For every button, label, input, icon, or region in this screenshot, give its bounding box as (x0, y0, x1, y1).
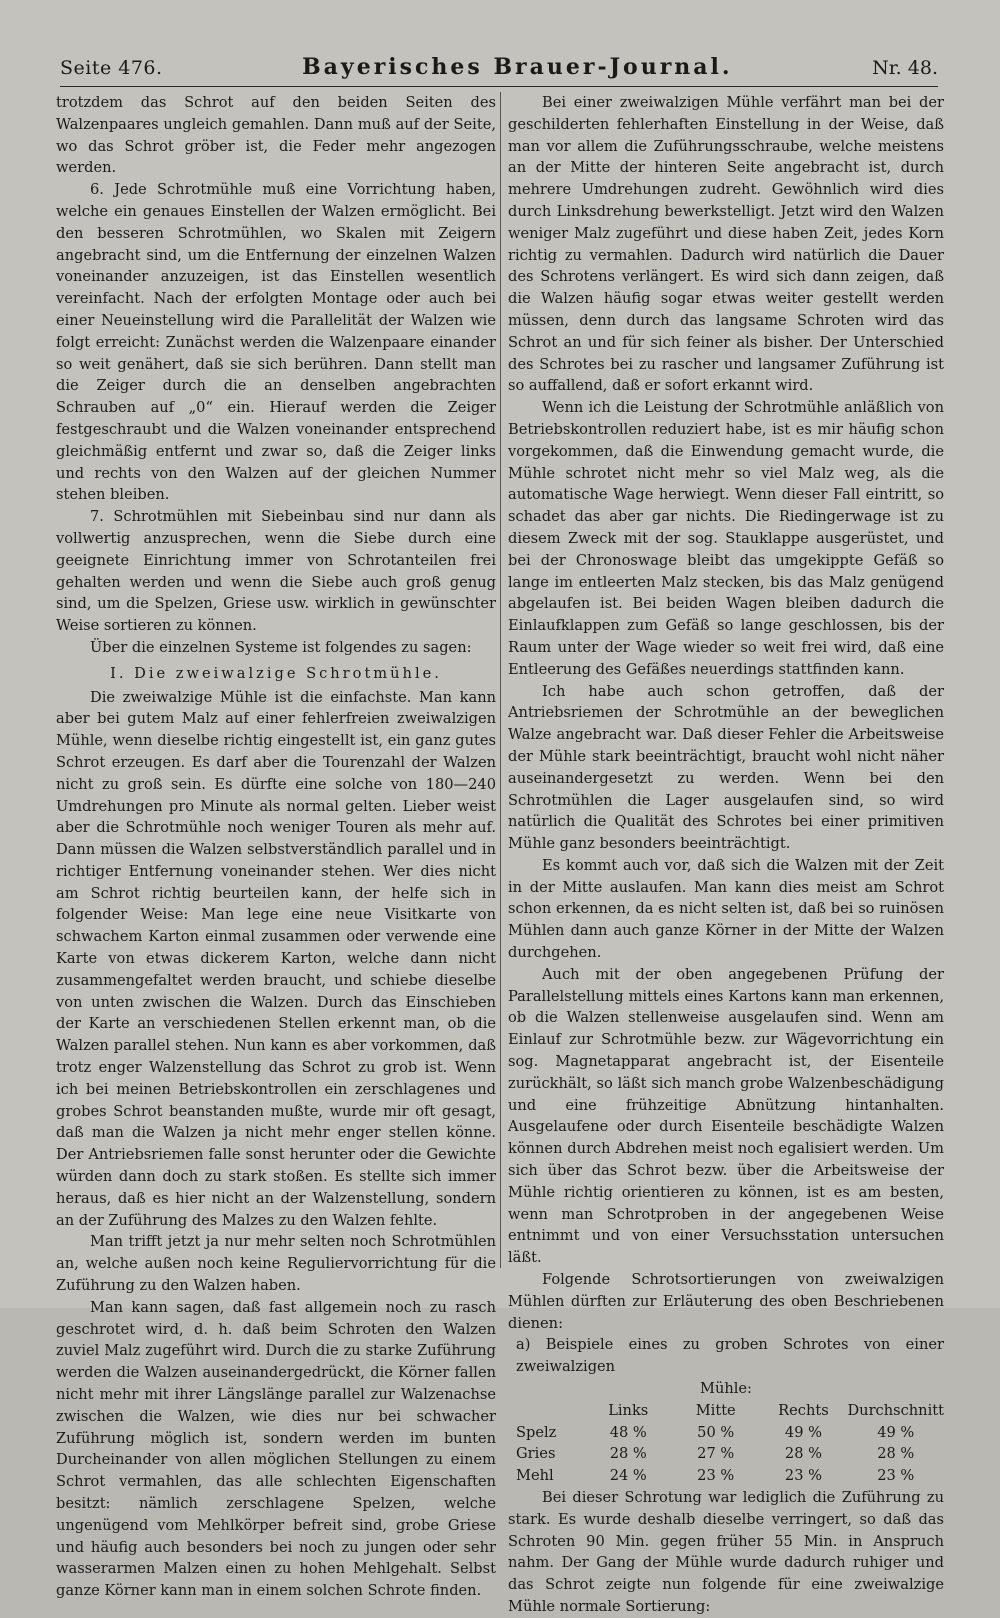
table-cell: 24 % (609, 1467, 647, 1485)
paragraph: Die zweiwalzige Mühle ist die einfachste. Man kann aber bei gutem Malz auf einer fehlerfreien zweiwalzigen Mühle, wenn dieselbe richtig eingestellt ist, ein ganz gutes Schrot erzeugen. Es darf aber die Tourenzahl der Walzen nicht zu groß sein. Es dürfte eine solche von 180—240 Umdrehungen pro Minute als normal gelten. Lieber weist aber die Schrotmühle noch weniger Touren als mehr auf. Dann müssen die Walzen selbstverständlich parallel und in richtiger Entfernung voneinander stehen. Wer dies nicht am Schrot richtig beurteilen kann, der helfe sich in folgender Weise: Man lege eine neue Visitkarte von schwachem Karton einmal zusammen oder verwende eine Karte von etwas dickerem Karton, welche dann nicht zusammengefaltet werden braucht, und schiebe dieselbe von unten zwischen die Walzen. Durch das Einschieben der Karte an verschiedenen Stellen erkennt man, ob die Walzen parallel stehen. Nun kann es aber vorkommen, daß trotz enger Walzenstellung das Schrot zu grob ist. Wenn ich bei meinen Betriebskontrollen ein zerschlagenes und grobes Schrot beanstanden mußte, wurde mir oft gesagt, daß man die Walzen ja nicht mehr enger stellen könne. Der Antriebsriemen falle sonst herunter oder die Gewichte würden dann doch zu stark stoßen. Es stellte sich immer heraus, daß es hier nicht an der Walzenstellung, sondern an der Zuführung des Malzes zu den Walzen fehlte. (56, 688, 496, 1229)
column-header: Durchschnitt (847, 1401, 944, 1419)
section-heading: I. Die zweiwalzige Schrotmühle. (110, 664, 442, 682)
table-cell: 23 % (877, 1467, 915, 1485)
table-cell: 23 % (784, 1467, 822, 1485)
example-caption-cont: Mühle: (700, 1380, 752, 1398)
table-cell: 27 % (697, 1445, 735, 1463)
column-header: Mitte (695, 1401, 736, 1419)
paragraph: Es kommt auch vor, daß sich die Walzen mit der Zeit in der Mitte auslaufen. Man kann dies meist am Schrot schon erkennen, da es nicht selten ist, daß bei so ruinösen Mühlen dann auch ganze Körner in der Mitte der Walzen durchgehen. (508, 856, 944, 962)
table-cell: 23 % (697, 1467, 735, 1485)
table-cell: 49 % (784, 1423, 822, 1441)
paragraph: Man trifft jetzt ja nur mehr selten noch Schrotmühlen an, welche außen noch keine Reguliervorrichtung für die Zuführung zu den Walzen haben. (56, 1233, 496, 1295)
table-cell: 50 % (697, 1423, 735, 1441)
example-caption: a) Beispiele eines zu groben Schrotes von einer zweiwalzigen (516, 1336, 944, 1376)
sorting-table (508, 1400, 944, 1487)
row-label: Gries (516, 1445, 556, 1463)
page-number: Seite 476. (60, 57, 163, 79)
table-row (508, 1422, 944, 1444)
paragraph: 6. Jede Schrotmühle muß eine Vorrichtung haben, welche ein genaues Einstellen der Walzen ermöglicht. Bei den besseren Schrotmühlen, wo Skalen mit Zeigern angebracht sind, um die Entfernung der einzelnen Walzen voneinander anzuzeigen, ist das Einstellen wesentlich vereinfacht. Nach der erfolgten Montage oder auch bei einer Neueinstellung wird die Parallelität der Walzen wie folgt erreicht: Zunächst werden die Walzenpaare einander so weit genähert, daß sie sich berühren. Dann stellt man die Zeiger durch die an denselben angebrachten Schrauben auf „0“ ein. Hierauf werden die Zeiger festgeschraubt und die Walzen voneinander entsprechend gleichmäßig entfernt und zwar so, daß die Zeiger links und rechts von den Walzen auf der gleichen Nummer stehen bleiben. (56, 181, 496, 504)
paragraph: Man kann sagen, daß fast allgemein noch zu rasch geschrotet wird, d. h. daß beim Schroten den Walzen zuviel Malz zugeführt wird. Durch die zu starke Zuführung werden die Walzen auseinandergedrückt, die Körner fallen nicht mehr mit ihrer Längslänge parallel zur Walzenachse zwischen die Walzen, wie dies nur bei schwacher Zuführung möglich ist, sondern werden im bunten Durcheinander von allen möglichen Stellungen zu einem Schrot vermahlen, das alle schlechten Eigenschaften besitzt: nämlich zerschlagene Spelzen, welche ungenügend vom Mehlkörper befreit sind, grobe Griese und häufig auch besonders bei noch zu jungen oder sehr wasserarmen Malzen einen zu hohen Mehlgehalt. Selbst ganze Körner kann man in einem solchen Schrote finden. (56, 1298, 496, 1600)
table-cell: 28 % (784, 1445, 822, 1463)
paragraph: trotzdem das Schrot auf den beiden Seiten des Walzenpaares ungleich gemahlen. Dann muß auf der Seite, wo das Schrot gröber ist, die Feder mehr angezogen werden. (56, 94, 496, 177)
paragraph: 7. Schrotmühlen mit Siebeinbau sind nur dann als vollwertig anzusprechen, wenn die Siebe durch eine geeignete Einrichtung immer von Schrotanteilen frei gehalten werden und wenn die Siebe auch groß genug sind, um die Spelzen, Griese usw. wirklich in gewünschter Weise sortieren zu können. (56, 508, 496, 635)
column-header: Links (608, 1401, 649, 1419)
table-cell: 49 % (877, 1423, 915, 1441)
paragraph: Bei einer zweiwalzigen Mühle verfährt man bei der geschilderten fehlerhaften Einstellung in der Weise, daß man vor allem die Zuführungsschraube, welche meistens an der Mitte der hinteren Seite angebracht ist, durch mehrere Umdrehungen zudreht. Gewöhnlich wird dies durch Linksdrehung bewerkstelligt. Jetzt wird den Walzen weniger Malz zugeführt und diese haben Zeit, jedes Korn richtig zu vermahlen. Dadurch wird natürlich die Dauer des Schrotens verlängert. Es wird sich dann zeigen, daß die Walzen häufig sogar etwas weiter gestellt werden müssen, denn durch das langsame Schroten wird das Schrot an und für sich feiner als bisher. Der Unterschied des Schrotes bei zu rascher und langsamer Zuführung ist so auffallend, daß er sofort erkannt wird. (508, 94, 944, 395)
issue-number: Nr. 48. (872, 57, 938, 79)
paragraph: Ich habe auch schon getroffen, daß der Antriebsriemen der Schrotmühle an der beweglichen Walze angebracht war. Daß dieser Fehler die Arbeitsweise der Mühle stark beeinträchtigt, braucht wohl nicht näher auseinandergesetzt zu werden. Wenn bei den Schrotmühlen die Lager ausgelaufen sind, so wird natürlich die Qualität des Schrotes bei einer primitiven Mühle ganz besonders beeinträchtigt. (508, 682, 944, 853)
paragraph: Bei dieser Schrotung war lediglich die Zuführung zu stark. Es wurde deshalb dieselbe verringert, so daß das Schroten 90 Min. gegen früher 55 Min. in Anspruch nahm. Der Gang der Mühle wurde dadurch ruhiger und das Schrot zeigte nun folgende für eine zweiwalzige Mühle normale Sortierung: (508, 1489, 944, 1615)
table-cell: 48 % (609, 1423, 647, 1441)
left-column (56, 92, 496, 1600)
column-divider (500, 92, 501, 1268)
table-row (508, 1443, 944, 1465)
column-header: Rechts (778, 1401, 829, 1419)
table-cell: 28 % (609, 1445, 647, 1463)
row-label: Spelz (516, 1423, 557, 1441)
right-column (508, 92, 944, 1615)
table-cell: 28 % (877, 1445, 915, 1463)
paragraph: Auch mit der oben angegebenen Prüfung der Parallelstellung mittels eines Kartons kann man erkennen, ob die Walzen stellenweise ausgelaufen sind. Wenn am Einlauf zur Schrotmühle bezw. zur Wägevorrichtung ein sog. Magnetapparat angebracht ist, der Eisenteile zurückhält, so läßt sich manch grobe Walzenbeschädigung und eine frühzeitige Abnützung hintanhalten. Ausgelaufene oder durch Eisenteile beschädigte Walzen können durch Abdrehen meist noch egalisiert werden. Um sich über das Schrot bezw. über die Arbeitsweise der Mühle richtig orientieren zu können, ist es am besten, wenn man Schrotproben in der angegebenen Weise entnimmt und von einer Versuchsstation untersuchen läßt. (508, 965, 944, 1267)
table-header-row (508, 1400, 944, 1422)
table-row (508, 1465, 944, 1487)
paragraph: Über die einzelnen Systeme ist folgendes zu sagen: (90, 638, 472, 656)
table-corner (508, 1400, 585, 1422)
paragraph: Wenn ich die Leistung der Schrotmühle anläßlich von Betriebskontrollen reduziert habe, ist es mir häufig schon vorgekommen, daß die Einwendung gemacht wurde, die Mühle schrotet nicht mehr so viel Malz weg, als die automatische Wage herwiegt. Wenn dieser Fall eintritt, so schadet das aber gar nichts. Die Riedingerwage ist zu diesem Zweck mit der sog. Stauklappe ausgerüstet, und bei der Chronoswage bleibt das umgekippte Gefäß so lange im entleerten Malz stecken, bis das Malz genügend abgelaufen ist. Bei beiden Wagen bleiben dadurch die Einlaufklappen zum Gefäß so lange geschlossen, bis der Raum unter der Wage wieder so weit frei wird, daß eine Entleerung des Gefäßes neuerdings stattfinden kann. (508, 399, 944, 678)
page-header (60, 54, 938, 87)
paragraph: Folgende Schrotsortierungen von zweiwalzigen Mühlen dürften zur Erläuterung des oben Beschriebenen dienen: (508, 1271, 944, 1332)
row-label: Mehl (516, 1467, 554, 1485)
journal-title: Bayerisches Brauer-Journal. (302, 54, 733, 80)
